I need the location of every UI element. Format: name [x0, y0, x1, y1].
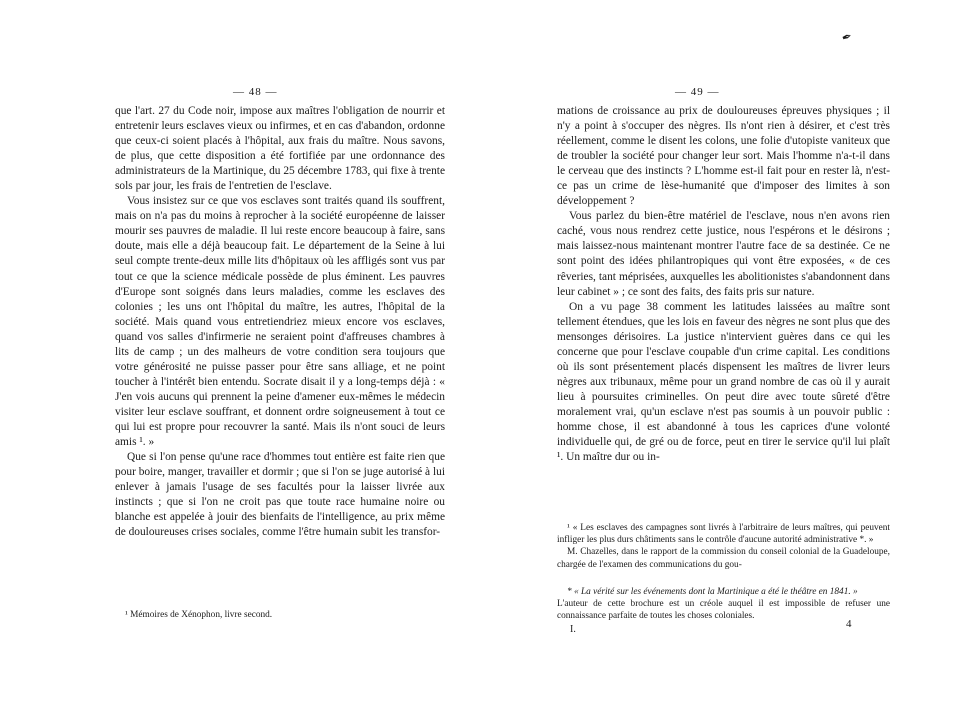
left-paragraph-3: Que si l'on pense qu'une race d'hommes tout entière est faite rien que pour boire, manger, travailler et dormir ; que si l'on se juge autorisé à lui enlever à jamais l'usage de ses facultés pour la laisser livrée aux instincts ; que si l'on ne croit pas que toute race humaine noire ou blanche est appelée à jouir des bienfaits de l'intelligence, au prix même de douloureuses crises sociales, comme l'être humain subit les transfor- — [115, 451, 445, 539]
left-page-body — [115, 104, 445, 540]
page-number-48: — 48 — — [233, 86, 278, 98]
right-page-body — [557, 104, 890, 465]
right-paragraph-1: mations de croissance au prix de douloureuses épreuves physiques ; il n'y a point à s'occuper des nègres. Ils n'ont rien à désirer, et c'est très réellement, comme le disent les colons, une folie d'utopiste vaniteux que de troubler la société pour changer leur sort. Mais l'homme n'a-t-il dans le cerveau que des instincts ? L'homme est-il fait pour en rester là, n'est-ce pas un crime de lèse-humanité que d'imposer des limites à son développement ? — [557, 105, 890, 208]
right-paragraph-2: Vous parlez du bien-être matériel de l'esclave, nous n'en avons rien caché, vous nous rendrez cette justice, nous l'espérons et le désirons ; mais laissez-nous maintenant montrer l'autre face de sa destinée. Ce ne sont point des idées philantropiques qui vont être exposées, « de ces rêveries, tant méprisées, auxquelles les abolitionistes s'abandonnent dans leur cabinet » ; ce sont des faits, des faits pris sur nature. — [557, 210, 890, 298]
left-paragraph-2: Vous insistez sur ce que vos esclaves sont traités quand ils souffrent, mais on n'a pas du moins à reprocher à la société européenne de laisser mourir ses pauvres de maladie. Il lui reste encore beaucoup à faire, sans doute, mais elle a déjà beaucoup fait. Le département de la Seine à lui seul compte trente-deux mille lits d'hôpitaux où les affligés sont vus par tout ce que la science médicale possède de plus éminent. Les pauvres d'Europe sont soignés dans leurs maladies, comme les esclaves des colonies ; les uns ont l'hôpital du maître, les autres, l'hôpital de la société. Mais quand vous entretiendriez mieux encore vos esclaves, quand vos salles d'infirmerie ne seraient point d'affreuses chambres à lits de camp ; un des malheurs de votre condition sera toujours que votre générosité ne puisse passer pour être sans alliage, et ne point toucher à l'intérêt bien entendu. Socrate disait il y a long-temps déjà : « J'en vois aucuns qui prennent la peine d'amener eux-mêmes le médecin visiter leur esclave souffrant, et donnent ordre soigneusement à tout ce qui lui est propre pour recouvrer la santé. Mais ils n'ont souci de leurs amis ¹. » — [115, 195, 445, 449]
right-footnote-2-title: * « La vérité sur les événements dont la Martinique a été le théâtre en 1841. » — [567, 587, 858, 597]
page-number-49: — 49 — — [675, 86, 720, 98]
signature-mark-right: 4 — [846, 618, 852, 630]
left-footnote — [115, 609, 445, 621]
signature-mark-left: I. — [570, 624, 576, 635]
right-paragraph-3: On a vu page 38 comment les latitudes laissées au maître sont tellement étendues, que les lois en faveur des nègres ne sont plus que des mensonges dérisoires. La justice n'intervient guères dans ce qui les concerne que pour l'esclave coupable d'un crime capital. Les conditions où ils sont présentement placés dispensent les maîtres de livrer leurs nègres aux tribunaux, même pour un grand nombre de cas où il y aurait lieu à poursuites criminelles. On peut dire avec toute sûreté d'être moralement vrai, qu'un esclave n'est pas soumis à un pouvoir public : homme chose, il est abandonné à tous les caprices d'une volonté individuelle qui, de gré ou de force, peut en tirer le service qu'il lui plaît ¹. Un maître dur ou in- — [557, 300, 890, 464]
right-footnote-2-text: L'auteur de cette brochure est un créole auquel il est impossible de refuser une connaissance parfaite de toutes les choses coloniales. — [557, 599, 890, 622]
left-footnote-text: ¹ Mémoires de Xénophon, livre second. — [125, 610, 273, 620]
right-footnote-1-source: M. Chazelles, dans le rapport de la commission du conseil colonial de la Guadeloupe, chargée de l'examen des communications du gou- — [557, 547, 890, 570]
left-paragraph-1: que l'art. 27 du Code noir, impose aux maîtres l'obligation de nourrir et entretenir leurs esclaves vieux ou infirmes, et en cas d'abandon, ordonne que ceux-ci soient placés à l'hôpital, aux frais du maître. Nous savons, de plus, que cette disposition a été fortifiée par une ordonnance des administrateurs de la Martinique, du 25 décembre 1783, qui fixe à trente sols par jour, les frais de l'entretien de l'esclave. — [115, 105, 445, 193]
right-footnote-1 — [557, 522, 890, 571]
ink-mark: ✒ — [839, 28, 854, 46]
right-footnote-1-quote: ¹ « Les esclaves des campagnes sont livrés à l'arbitraire de leurs maîtres, qui peuvent infliger les plus durs châtiments sans le contrôle d'aucune autorité administrative *. » — [557, 523, 890, 546]
right-footnote-2 — [557, 586, 890, 623]
